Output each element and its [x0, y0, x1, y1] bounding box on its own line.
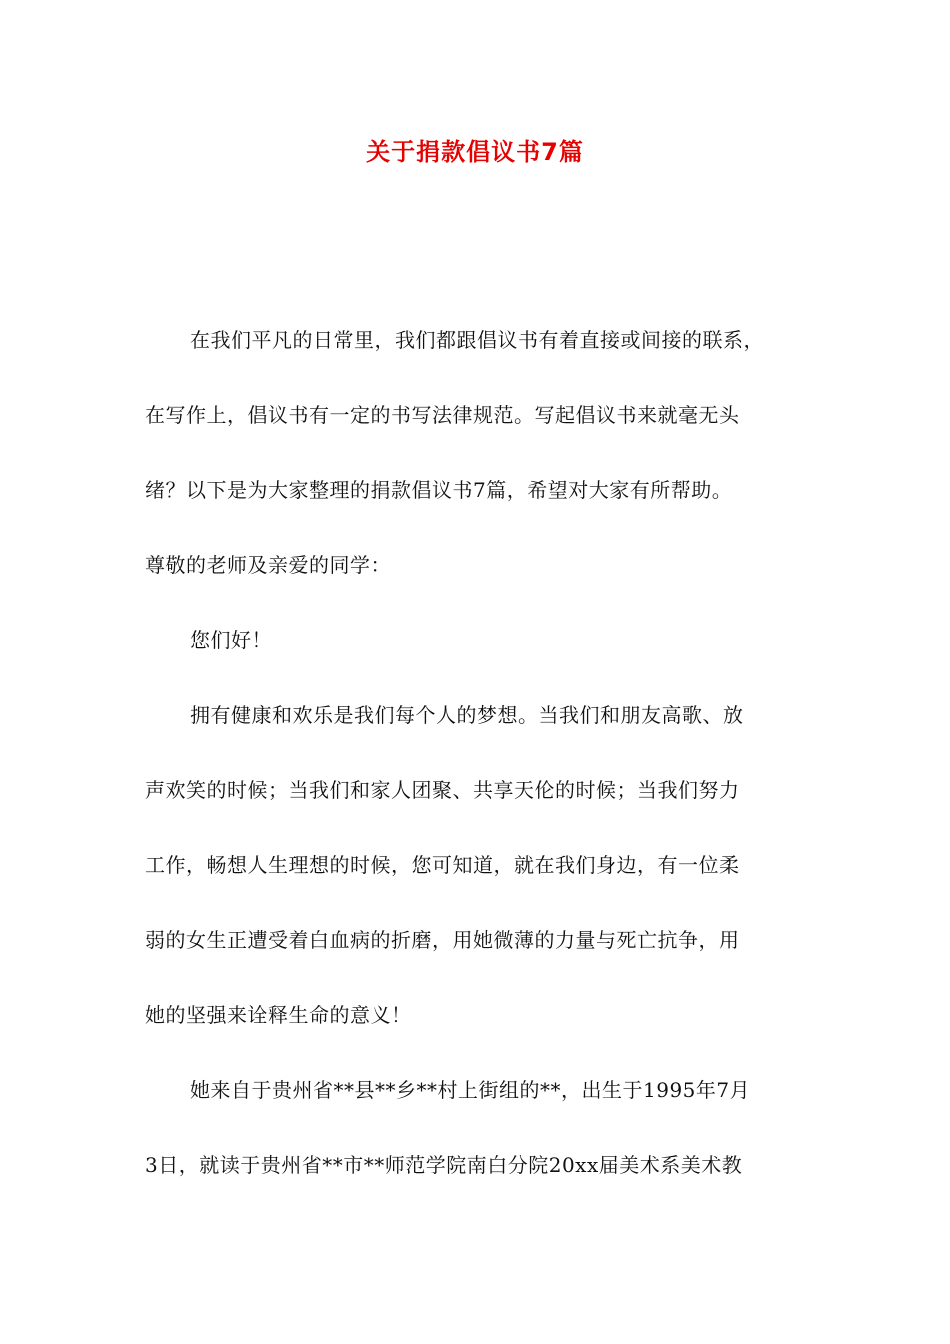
paragraph-line: 她来自于贵州省**县**乡**村上街组的**，出生于1995年7月: [190, 1078, 751, 1102]
paragraph-line: 在写作上，倡议书有一定的书写法律规范。写起倡议书来就毫无头: [145, 403, 740, 427]
salutation-line: 尊敬的老师及亲爱的同学：: [145, 553, 391, 577]
paragraph-line: 在我们平凡的日常里，我们都跟倡议书有着直接或间接的联系，: [190, 328, 764, 352]
paragraph-line: 绪？以下是为大家整理的捐款倡议书7篇，希望对大家有所帮助。: [145, 478, 733, 502]
paragraph-line: 她的坚强来诠释生命的意义！: [145, 1003, 412, 1027]
paragraph-line: 声欢笑的时候；当我们和家人团聚、共享天伦的时候；当我们努力: [145, 778, 740, 802]
document-title: 关于捐款倡议书7篇: [366, 138, 584, 166]
paragraph-line: 3日，就读于贵州省**市**师范学院南白分院20xx届美术系美术教: [145, 1153, 743, 1177]
paragraph-line: 弱的女生正遭受着白血病的折磨，用她微薄的力量与死亡抗争，用: [145, 928, 740, 952]
paragraph-line: 工作，畅想人生理想的时候，您可知道，就在我们身边，有一位柔: [145, 853, 740, 877]
greeting-line: 您们好！: [190, 628, 272, 652]
paragraph-line: 拥有健康和欢乐是我们每个人的梦想。当我们和朋友高歌、放: [190, 703, 744, 727]
